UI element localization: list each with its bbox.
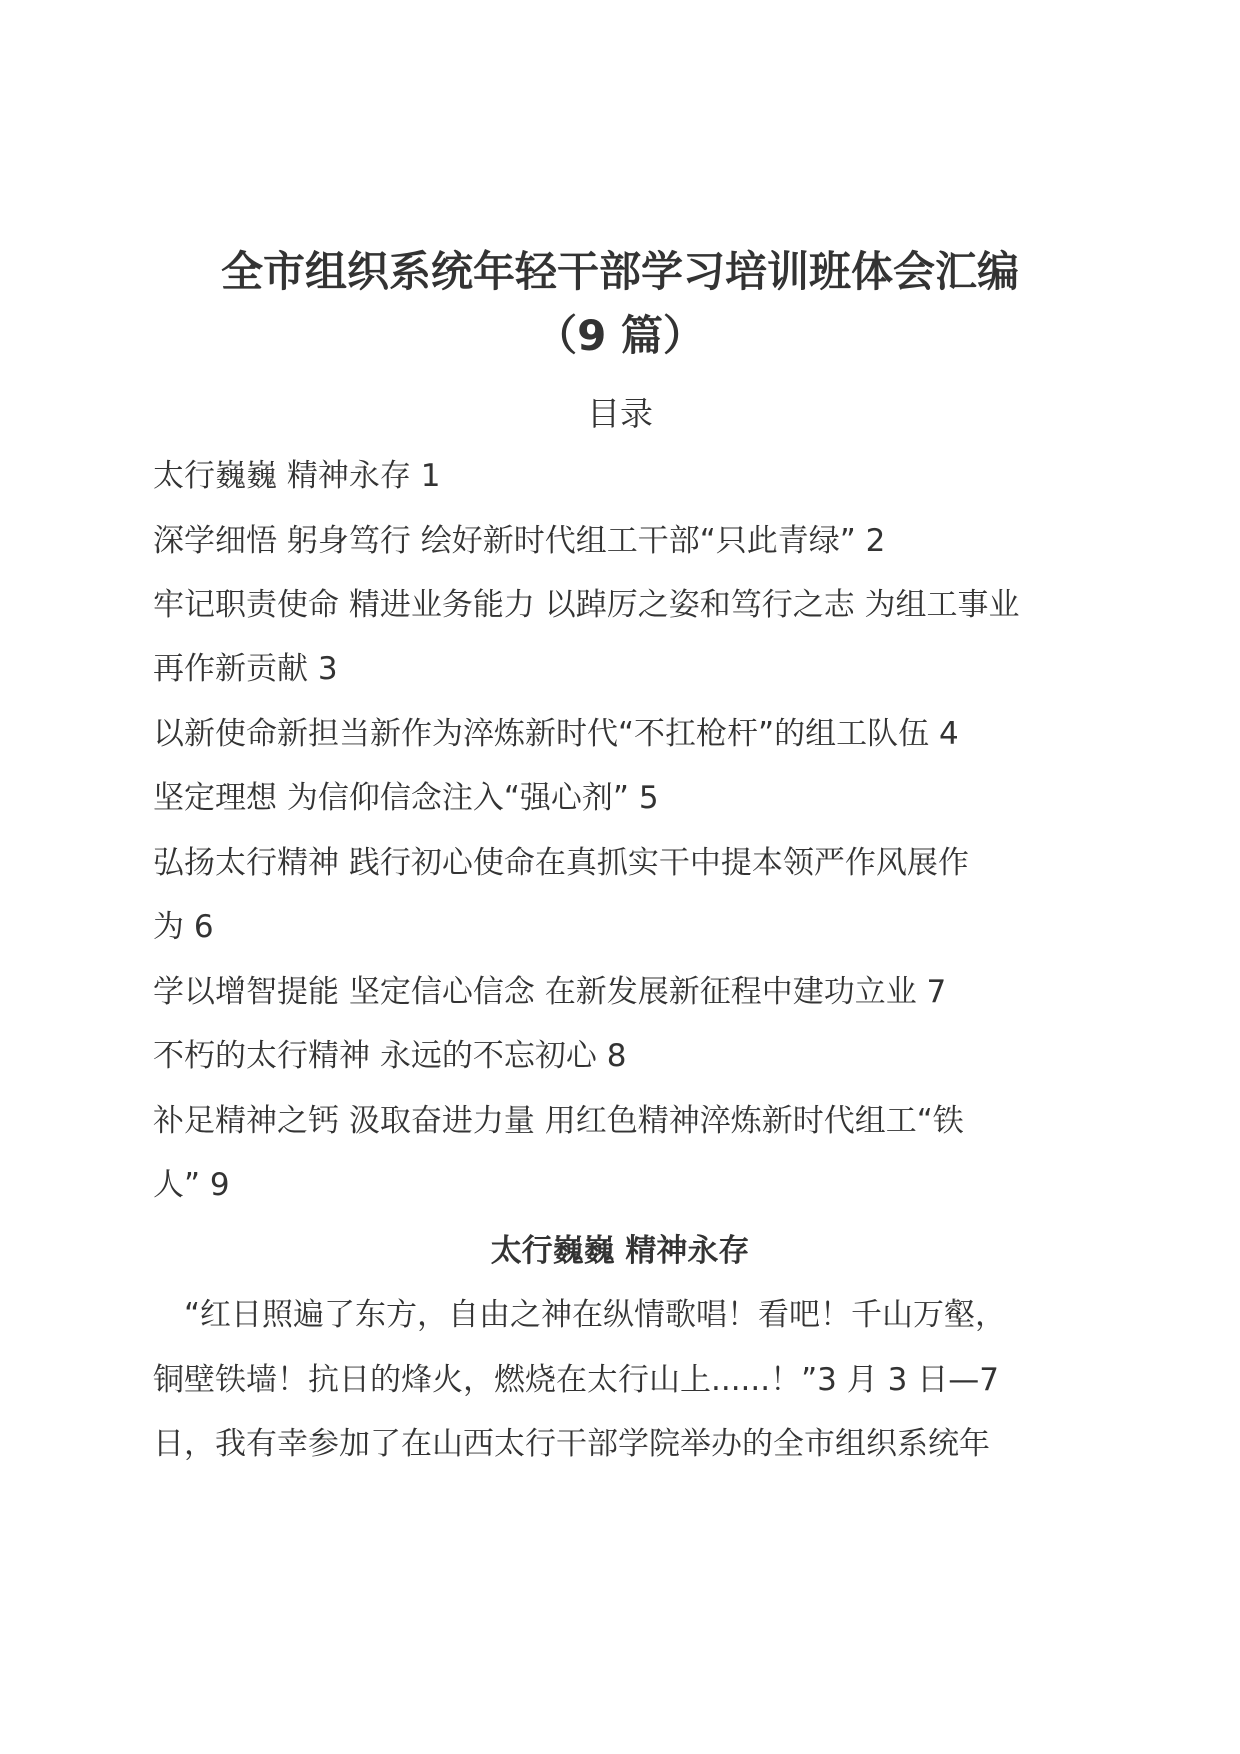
toc-heading: 目录	[587, 394, 653, 433]
toc-entry-6-line-2[interactable]: 为 6	[153, 909, 214, 945]
section-title: 太行巍巍 精神永存	[490, 1233, 750, 1269]
document-title-line-2: （9 篇）	[535, 311, 705, 360]
toc-entry-8[interactable]: 不朽的太行精神 永远的不忘初心 8	[153, 1038, 627, 1074]
body-text-line-2: 铜壁铁墙！抗日的烽火，燃烧在太行山上......！”3 月 3 日—7	[153, 1362, 999, 1398]
toc-entry-9-line-1[interactable]: 补足精神之钙 汲取奋进力量 用红色精神淬炼新时代组工“铁	[153, 1103, 964, 1139]
toc-entry-3-line-1[interactable]: 牢记职责使命 精进业务能力 以踔厉之姿和笃行之志 为组工事业	[153, 587, 1020, 623]
body-text-line-1: “红日照遍了东方，自由之神在纵情歌唱！看吧！千山万壑，	[153, 1297, 1007, 1333]
toc-entry-5[interactable]: 坚定理想 为信仰信念注入“强心剂” 5	[153, 780, 659, 816]
document-title-line-1: 全市组织系统年轻干部学习培训班体会汇编	[220, 247, 1019, 296]
toc-entry-4[interactable]: 以新使命新担当新作为淬炼新时代“不扛枪杆”的组工队伍 4	[153, 716, 959, 752]
toc-entry-2[interactable]: 深学细悟 躬身笃行 绘好新时代组工干部“只此青绿” 2	[153, 523, 886, 559]
toc-entry-3-line-2[interactable]: 再作新贡献 3	[153, 651, 338, 687]
toc-entry-6-line-1[interactable]: 弘扬太行精神 践行初心使命在真抓实干中提本领严作风展作	[153, 845, 969, 881]
body-text-line-3: 日，我有幸参加了在山西太行干部学院举办的全市组织系统年	[153, 1426, 990, 1462]
toc-entry-9-line-2[interactable]: 人” 9	[153, 1167, 230, 1203]
toc-entry-1[interactable]: 太行巍巍 精神永存 1	[153, 458, 441, 494]
toc-entry-7[interactable]: 学以增智提能 坚定信心信念 在新发展新征程中建功立业 7	[153, 974, 947, 1010]
